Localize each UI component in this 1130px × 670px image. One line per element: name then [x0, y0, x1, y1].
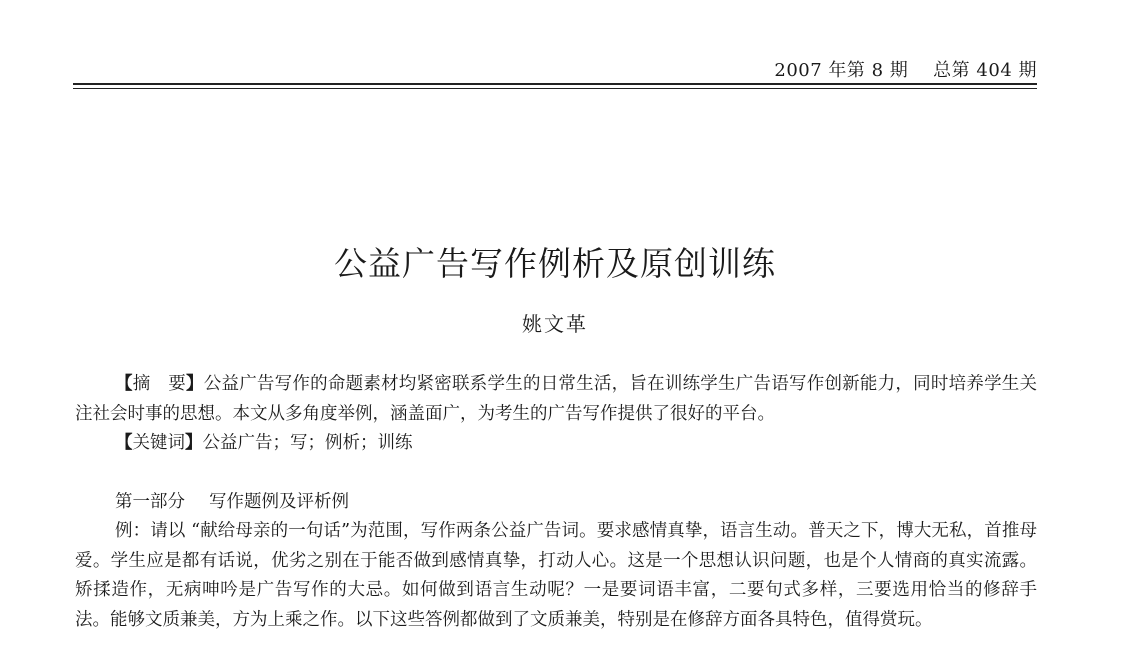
- section-number: 第一部分: [115, 492, 185, 512]
- keywords-close-bracket: 】: [185, 433, 203, 453]
- article-author: 姚文革: [522, 312, 588, 336]
- abstract-open-bracket: 【: [115, 374, 133, 394]
- issue-header: 2007 年第 8 期 总第 404 期: [774, 60, 1037, 81]
- header-rule-thick: [73, 83, 1037, 85]
- section-title: 写作题例及评析例: [209, 492, 349, 512]
- header-rule-thin: [73, 88, 1037, 89]
- abstract-text: 公益广告写作的命题素材均紧密联系学生的日常生活，旨在训练学生广告语写作创新能力，同时培养学生关注社会时事的思想。本文从多角度举例，涵盖面广，为考生的广告写作提供了很好的平台。: [75, 374, 1038, 424]
- example-paragraph: 例：请以 “献给母亲的一句话”为范围，写作两条公益广告词。要求感情真挚，语言生动。普天之下，博大无私，首推母爱。学生应是都有话说，优劣之别在于能否做到感情真挚，打动人心。这是一个思想认识问题，也是个人情商的真实流露。矫揉造作，无病呻吟是广告写作的大忌。如何做到语言生动呢？一是要词语丰富，二要句式多样，三要选用恰当的修辞手法。能够文质兼美，方为上乘之作。以下这些答例都做到了文质兼美，特别是在修辞方面各具特色，值得赏玩。: [75, 521, 1037, 630]
- section-heading: [75, 488, 1037, 518]
- keywords-open-bracket: 【: [115, 433, 133, 453]
- abstract-paragraph: [75, 370, 1037, 429]
- keywords-paragraph: [75, 429, 1037, 459]
- keywords-label: 关键词: [132, 433, 185, 453]
- abstract-label: 摘 要: [132, 374, 186, 394]
- abstract-close-bracket: 】: [185, 374, 204, 394]
- keywords-text: 公益广告；写；例析；训练: [202, 433, 413, 453]
- article-title: 公益广告写作例析及原创训练: [334, 244, 776, 283]
